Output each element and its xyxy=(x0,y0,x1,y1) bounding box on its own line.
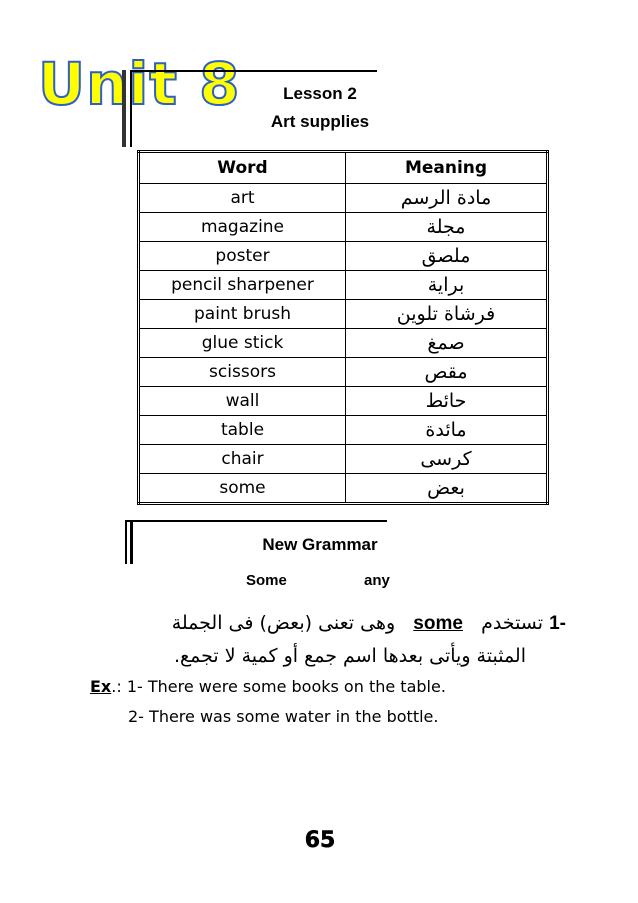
rule-number: -1 xyxy=(549,613,566,634)
meaning-cell: مقص xyxy=(346,358,548,387)
word-cell: chair xyxy=(139,445,346,474)
example-1-text: 1- There were some books on the table. xyxy=(126,677,446,696)
meaning-cell: بعض xyxy=(346,474,548,504)
grammar-word-any: any xyxy=(364,572,390,589)
rule-keyword: some xyxy=(413,613,463,634)
grammar-word-some: Some xyxy=(246,572,287,589)
meaning-cell: صمغ xyxy=(346,329,548,358)
unit-title: Unit 8 xyxy=(38,50,241,118)
table-row xyxy=(139,445,548,474)
grammar-rule-line2: المثبتة ويأتى بعدها اسم جمع أو كمية لا تجمع. xyxy=(174,645,526,667)
table-header-row xyxy=(139,152,548,184)
table-row xyxy=(139,387,548,416)
example-2-text: 2- There was some water in the bottle. xyxy=(128,707,439,726)
lesson-frame xyxy=(130,70,377,147)
lesson-number: Lesson 2 xyxy=(283,84,357,103)
meaning-cell: مائدة xyxy=(346,416,548,445)
lesson-topic: Art supplies xyxy=(270,112,370,131)
example-label-suffix: .: xyxy=(111,677,122,696)
header-meaning: Meaning xyxy=(346,152,548,184)
table-row xyxy=(139,358,548,387)
header-word: Word xyxy=(139,152,346,184)
table-row xyxy=(139,300,548,329)
word-cell: table xyxy=(139,416,346,445)
word-cell: poster xyxy=(139,242,346,271)
meaning-cell: فرشاة تلوين xyxy=(346,300,548,329)
example-1 xyxy=(90,677,446,696)
grammar-title: New Grammar xyxy=(262,535,378,554)
table-row xyxy=(139,184,548,213)
meaning-cell: ملصق xyxy=(346,242,548,271)
meaning-cell: كرسى xyxy=(346,445,548,474)
word-cell: wall xyxy=(139,387,346,416)
table-row xyxy=(139,416,548,445)
word-cell: art xyxy=(139,184,346,213)
table-row xyxy=(139,329,548,358)
rule-intro: تستخدم xyxy=(481,612,544,634)
table-row xyxy=(139,271,548,300)
word-cell: paint brush xyxy=(139,300,346,329)
word-cell: some xyxy=(139,474,346,504)
grammar-rule-line1 xyxy=(172,612,566,635)
meaning-cell: براية xyxy=(346,271,548,300)
vocabulary-table xyxy=(137,150,549,505)
word-cell: pencil sharpener xyxy=(139,271,346,300)
meaning-cell: حائط xyxy=(346,387,548,416)
example-label: Ex xyxy=(90,677,112,696)
meaning-cell: مجلة xyxy=(346,213,548,242)
word-cell: glue stick xyxy=(139,329,346,358)
meaning-cell: مادة الرسم xyxy=(346,184,548,213)
word-cell: scissors xyxy=(139,358,346,387)
table-row xyxy=(139,213,548,242)
page-number: 65 xyxy=(304,828,336,853)
rule-middle: وهى تعنى (بعض) فى الجملة xyxy=(171,612,396,634)
table-row xyxy=(139,474,548,504)
table-row xyxy=(139,242,548,271)
word-cell: magazine xyxy=(139,213,346,242)
